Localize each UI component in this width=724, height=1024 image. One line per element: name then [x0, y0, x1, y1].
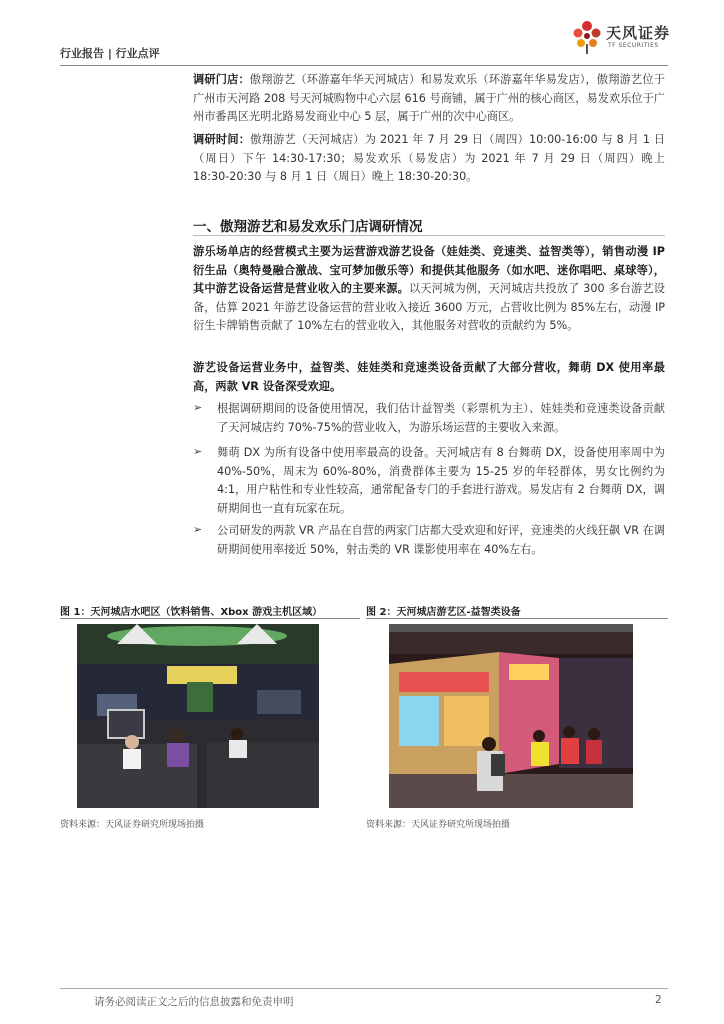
business-model-bold: 游乐场单店的经营模式主要为运营游戏游艺设备（娃娃类、竞速类、益智类等），销售动漫 IP 衍生品（奥特曼融合激战、宝可梦加傲乐等）和提供其他服务（如水吧、迷你唱吧、桌球等），其中游艺设备运营是营业收入的主要来源。: [193, 245, 665, 296]
bullet-text: 公司研发的两款 VR 产品在自营的两家门店都大受欢迎和好评，竞速类的火线狂飙 VR 在调研期间使用率接近 50%，射击类的 VR 谍影使用率在 40%左右。: [217, 524, 665, 556]
equipment-bold: 游艺设备运营业务中，益智类、娃娃类和竞速类设备贡献了大部分营收，舞萌 DX 使用率最高，两款 VR 设备深受欢迎。: [193, 361, 665, 393]
page-number: 2: [655, 994, 662, 1006]
arcade-machines-scene-image: [389, 624, 633, 808]
time-paragraph: [193, 131, 665, 187]
logo-subtitle: TF SECURITIES: [608, 42, 659, 49]
stores-text: 傲翔游艺（环游嘉年华天河城店）和易发欢乐（环游嘉年华易发店），傲翔游艺位于广州市天河路 208 号天河城购物中心六层 616 号商铺，属于广州的核心商区，易发欢乐位于广州市番禺区光明北路易发商业中心 5 层，属于广州的次中心商区。: [193, 73, 665, 124]
figure-1-source: 资料来源：天风证券研究所现场拍摄: [60, 820, 205, 830]
footer-disclaimer: 请务必阅读正文之后的信息披露和免责申明: [94, 996, 294, 1008]
figure-2-divider: [366, 618, 668, 619]
figure-1-divider: [60, 618, 360, 619]
stores-label: 调研门店：: [193, 73, 250, 86]
bullet-text: 根据调研期间的设备使用情况，我们估计益智类（彩票机为主）、娃娃类和竞速类设备贡献了天河城店约 70%-75%的营业收入，为游乐场运营的主要收入来源。: [217, 402, 665, 434]
bullet-arrow-icon: ➢: [193, 523, 203, 536]
bullet-arrow-icon: ➢: [193, 401, 203, 414]
section-title: 一、傲翔游艺和易发欢乐门店调研情况: [193, 219, 423, 235]
figure-2-title: 图 2：天河城店游艺区-益智类设备: [366, 607, 521, 618]
business-model-paragraph: [193, 243, 665, 336]
section-divider: [193, 235, 665, 236]
logo-flower-icon: [568, 16, 606, 56]
equipment-paragraph: [193, 359, 665, 396]
report-category: 行业报告 | 行业点评: [60, 47, 160, 60]
header-divider: [60, 65, 668, 66]
business-model-text: 以天河城为例，天河城店共投放了 300 多台游艺设备，估算 2021 年游艺设备运营的营业收入接近 3600 万元，占营收比例为 85%左右，动漫 IP 衍生卡牌销售贡献了 10%左右的营业收入，其他服务对营收的贡献约为 5%。: [193, 282, 665, 333]
figure-1-photo: [77, 624, 319, 808]
logo-name: 天风证券: [606, 24, 671, 42]
time-text: 傲翔游艺（天河城店）为 2021 年 7 月 29 日（周四）10:00-16:00 与 8 月 1 日（周日）下午 14:30-17:30；易发欢乐（易发店）为 2021 年 7 月 29 日（周四）晚上 18:30-20:30 与 8 月 1 日（周日）晚上 18:30-20:30。: [193, 133, 665, 184]
bullet-arrow-icon: ➢: [193, 445, 203, 458]
figure-2-source: 资料来源：天风证券研究所现场拍摄: [366, 820, 511, 830]
time-label: 调研时间：: [193, 133, 251, 146]
bullet-text: 舞萌 DX 为所有设备中使用率最高的设备。天河城店有 8 台舞萌 DX，设备使用率周中为 40%-50%，周末为 60%-80%，消费群体主要为 15-25 岁的年轻群体，男女比例约为 4:1，用户粘性和专业性较高，通常配备专门的手套进行游戏。易发店有 2 台舞萌 DX，调研期间也一直有玩家在玩。: [217, 446, 665, 515]
water-bar-scene-image: [77, 624, 319, 808]
stores-paragraph: [193, 71, 665, 127]
company-logo: [568, 16, 678, 56]
figure-1-title: 图 1：天河城店水吧区（饮料销售、Xbox 游戏主机区域）: [60, 607, 323, 618]
figure-2-photo: [389, 624, 633, 808]
footer-divider: [60, 988, 668, 989]
